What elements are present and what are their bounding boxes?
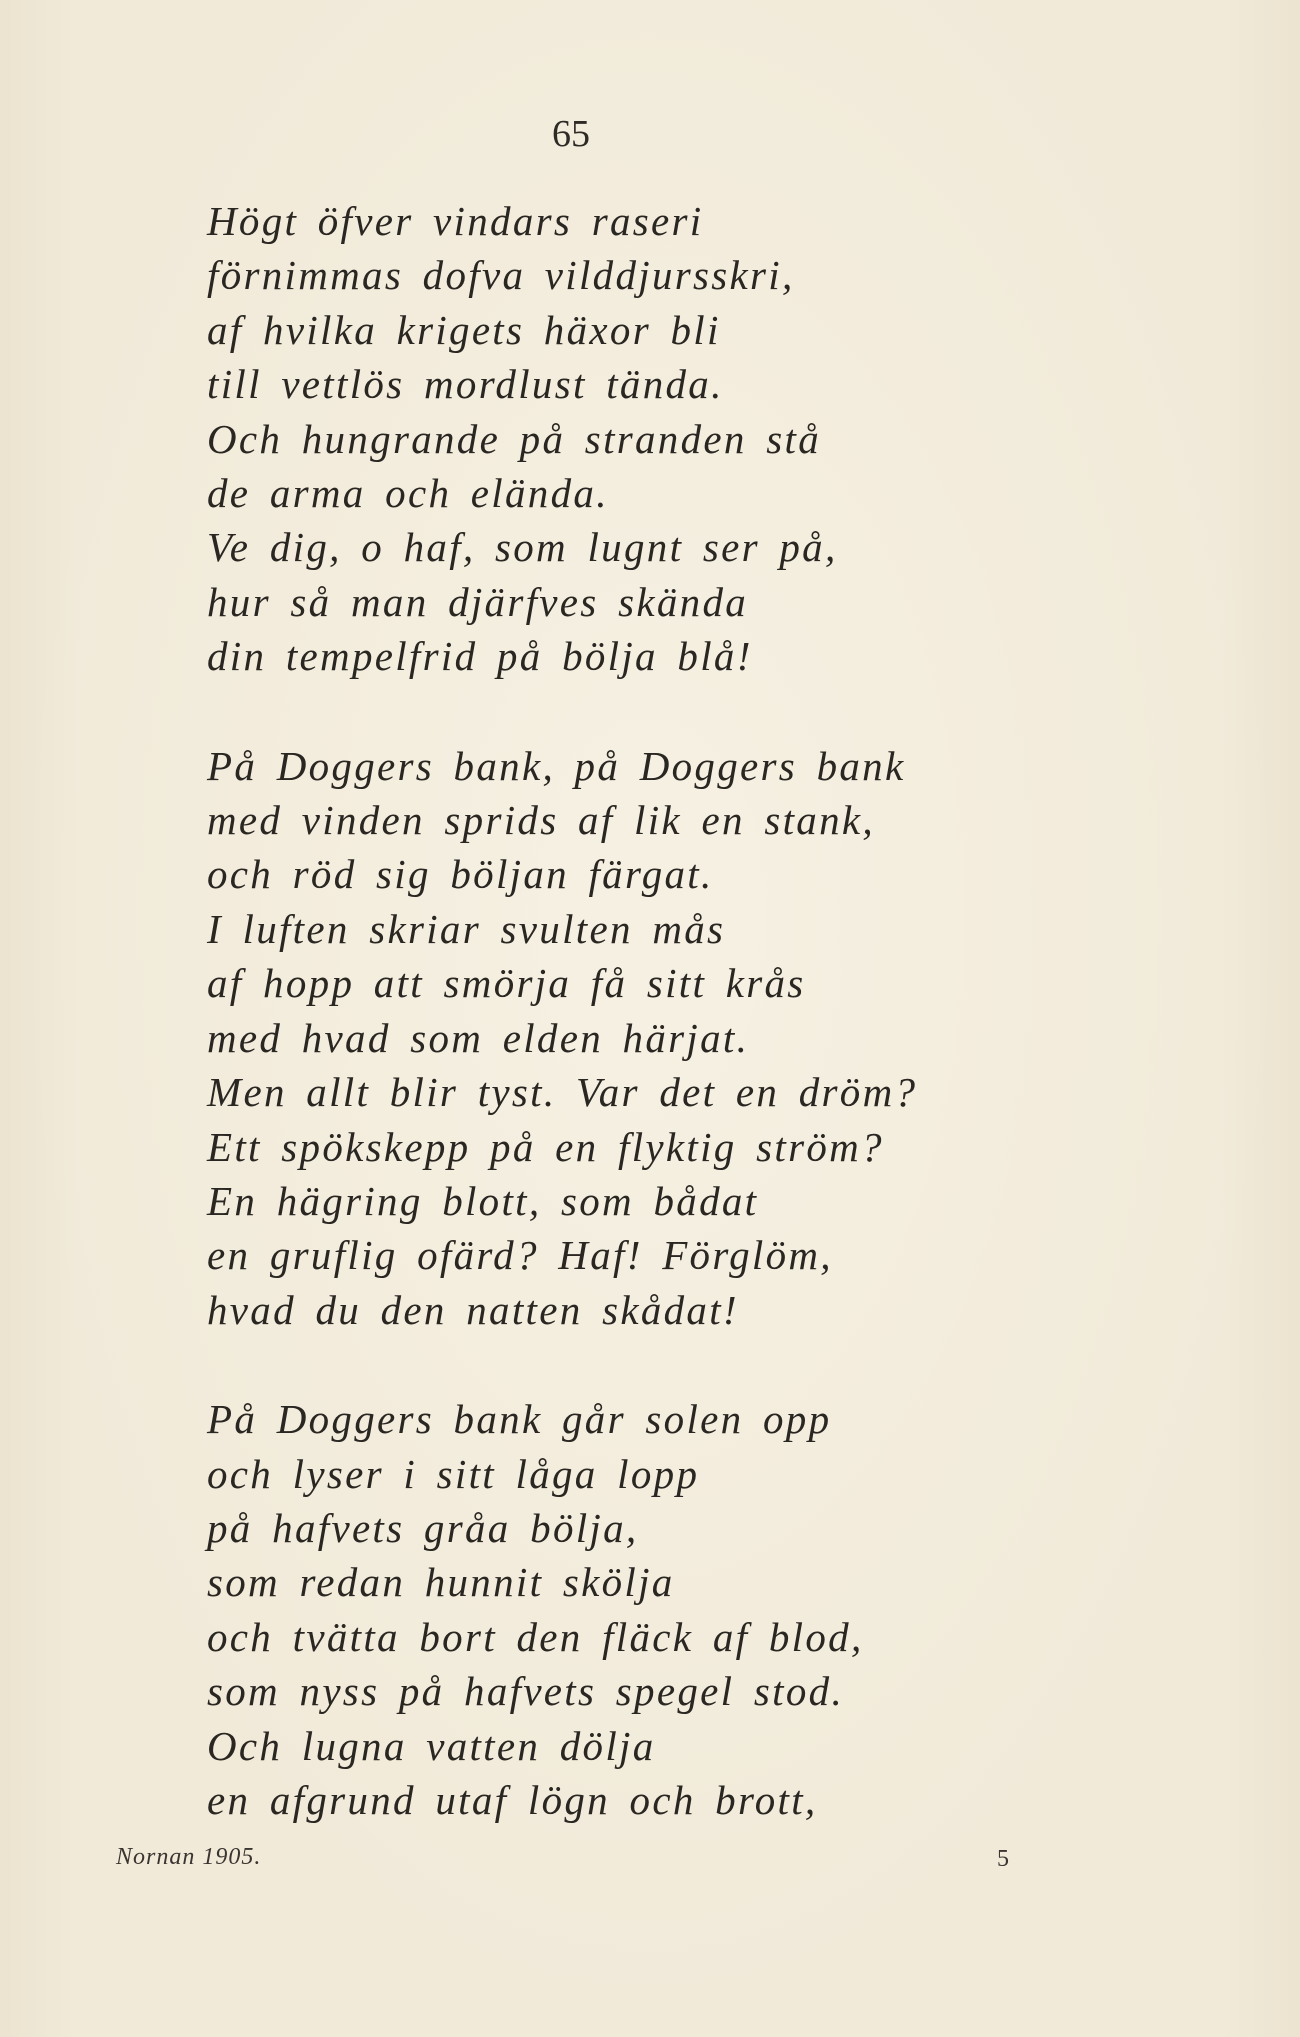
poem-line: Högt öfver vindars raseri bbox=[207, 198, 704, 244]
stanza-3 bbox=[207, 1392, 1267, 1827]
poem-line: Ve dig, o haf, som lugnt ser på, bbox=[207, 524, 838, 571]
poem-line: Och hungrande på stranden stå bbox=[207, 415, 822, 462]
poem-line: af hopp att smörja få sitt krås bbox=[207, 960, 806, 1007]
poem-line: som nyss på hafvets spegel stod. bbox=[207, 1668, 844, 1715]
poem-line: En hägring blott, som bådat bbox=[207, 1177, 759, 1224]
poem-line: med vinden sprids af lik en stank, bbox=[207, 797, 875, 844]
footer-signature: Nornan 1905. bbox=[116, 1844, 262, 1870]
poem-line: och tvätta bort den fläck af blod, bbox=[207, 1613, 864, 1660]
page-number: 65 bbox=[552, 113, 590, 155]
stanza-2 bbox=[207, 739, 1267, 1337]
poem-line: hur så man djärfves skända bbox=[207, 578, 749, 625]
poem-line: till vettlös mordlust tända. bbox=[207, 361, 724, 408]
poem-line: och röd sig böljan färgat. bbox=[207, 851, 714, 898]
poem-line: din tempelfrid på bölja blå! bbox=[207, 633, 753, 680]
poem-line: Och lugna vatten dölja bbox=[207, 1722, 656, 1769]
poem-line: med hvad som elden härjat. bbox=[207, 1014, 750, 1061]
footer-signature-number: 5 bbox=[997, 1846, 1009, 1872]
poem-line: och lyser i sitt låga lopp bbox=[207, 1450, 700, 1497]
poem-line: en gruflig ofärd? Haf! Förglöm, bbox=[207, 1232, 833, 1279]
poem-line: förnimmas dofva vilddjursskri, bbox=[207, 252, 795, 299]
poem-line: På Doggers bank går solen opp bbox=[207, 1396, 832, 1443]
poem-line: af hvilka krigets häxor bli bbox=[207, 306, 721, 353]
poem-line: som redan hunnit skölja bbox=[207, 1559, 675, 1606]
poem-line: de arma och elända. bbox=[207, 470, 609, 517]
poem-line: hvad du den natten skådat! bbox=[207, 1286, 739, 1333]
poem-line: på hafvets gråa bölja, bbox=[207, 1504, 639, 1551]
poem bbox=[207, 194, 1267, 1882]
poem-line: Men allt blir tyst. Var det en dröm? bbox=[207, 1069, 918, 1116]
poem-line: I luften skriar svulten mås bbox=[207, 905, 726, 952]
poem-line: På Doggers bank, på Doggers bank bbox=[207, 742, 906, 789]
poem-line: Ett spökskepp på en flyktig ström? bbox=[207, 1123, 884, 1170]
poem-line: en afgrund utaf lögn och brott, bbox=[207, 1776, 818, 1823]
stanza-1 bbox=[207, 194, 1267, 684]
